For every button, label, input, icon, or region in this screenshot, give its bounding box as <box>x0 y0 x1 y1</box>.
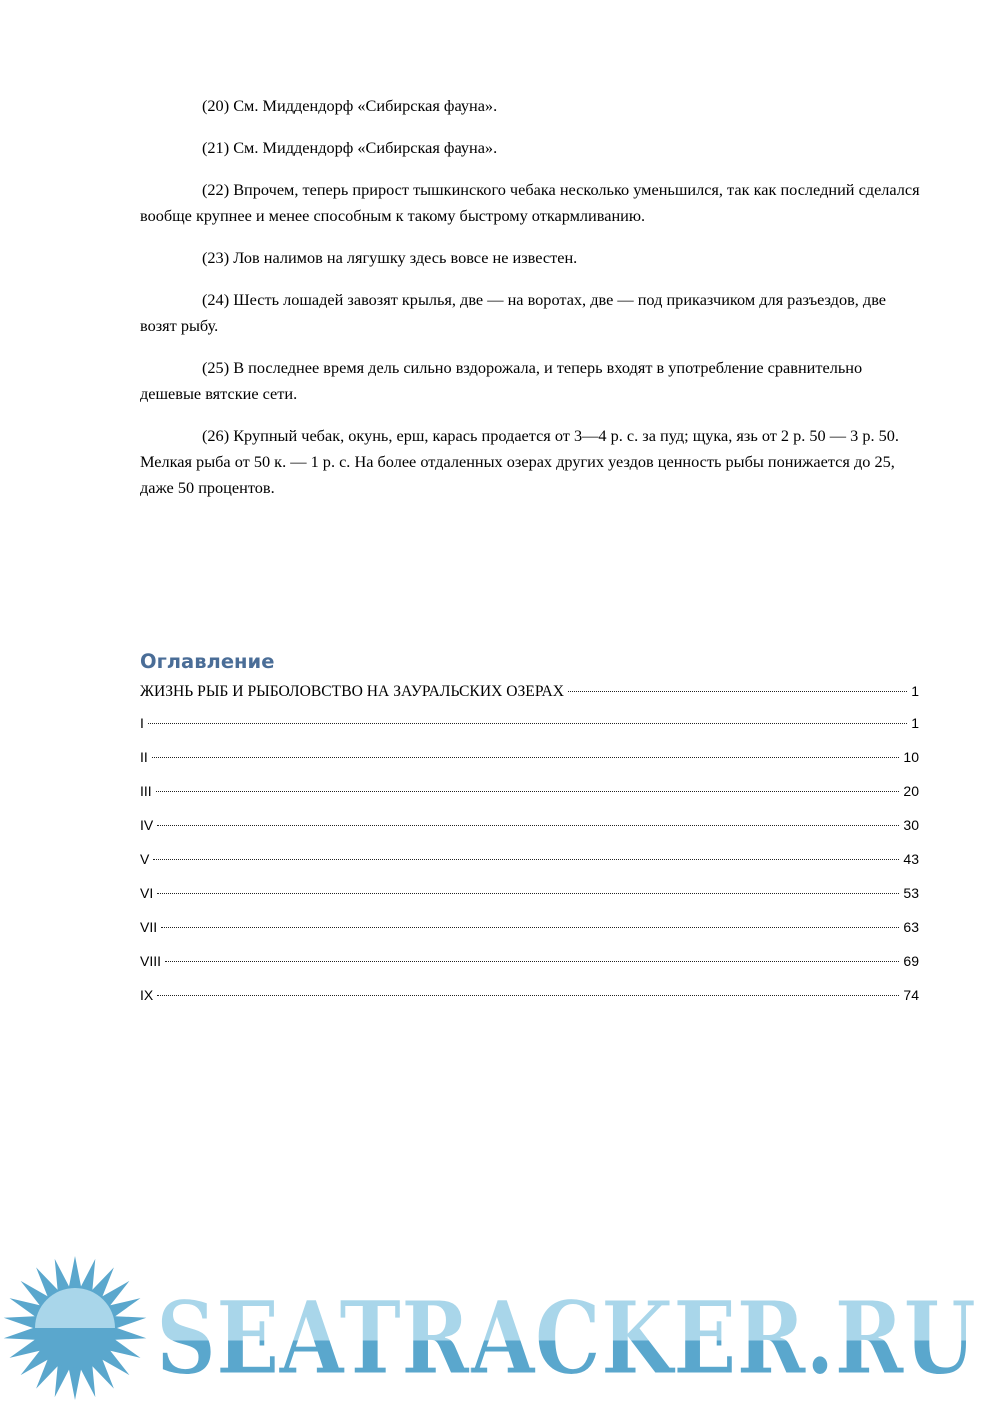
toc-entry-label: IX <box>140 987 154 1003</box>
toc-leader-dots <box>153 859 899 860</box>
toc-entry-label: V <box>140 851 150 867</box>
footnote-22: (22) Впрочем, теперь прирост тышкинского чебака несколько уменьшился, так как последний сделался вообще крупнее и менее способным к такому быстрому откармливанию. <box>140 180 920 225</box>
toc-entry-label: IV <box>140 817 154 833</box>
toc-entry-page: 53 <box>903 885 919 901</box>
footnote-26: (26) Крупный чебак, окунь, ерш, карась продается от 3—4 р. с. за пуд; щука, язь от 2 р. 50 — 3 р. 50. Мелкая рыба от 50 к. — 1 р. с. На более отдаленных озерах других уездов ценность рыбы понижается до 25, даже 50 процентов. <box>140 426 899 497</box>
table-of-contents <box>140 648 919 1014</box>
toc-entry-label: II <box>140 749 148 765</box>
toc-entry-label: III <box>140 783 152 799</box>
watermark-logo <box>0 1255 991 1403</box>
toc-entry-label: VI <box>140 885 154 901</box>
toc-leader-dots <box>165 961 899 962</box>
sun-icon <box>4 1256 147 1400</box>
toc-leader-dots <box>152 757 900 758</box>
toc-leader-dots <box>157 825 899 826</box>
toc-entry[interactable] <box>140 708 919 742</box>
toc-entry[interactable] <box>140 912 919 946</box>
toc-entry-page: 1 <box>911 715 919 731</box>
toc-heading: Оглавление <box>140 650 275 673</box>
toc-entry-label: VIII <box>140 953 162 969</box>
toc-leader-dots <box>157 893 899 894</box>
toc-leader-dots <box>161 927 899 928</box>
toc-leader-dots <box>568 691 907 692</box>
toc-entry[interactable] <box>140 946 919 980</box>
toc-entry-label: ЖИЗНЬ РЫБ И РЫБОЛОВСТВО НА ЗАУРАЛЬСКИХ ОЗЕРАХ <box>140 683 565 700</box>
toc-leader-dots <box>148 723 907 724</box>
toc-entry[interactable] <box>140 844 919 878</box>
toc-entry-page: 43 <box>903 851 919 867</box>
footnotes <box>140 93 920 517</box>
toc-entry[interactable] <box>140 776 919 810</box>
toc-entry-page: 1 <box>911 683 919 699</box>
toc-entry-page: 20 <box>903 783 919 799</box>
footnote-20: (20) См. Миддендорф «Сибирская фауна». <box>202 96 498 115</box>
toc-leader-dots <box>156 791 900 792</box>
toc-entry-page: 69 <box>903 953 919 969</box>
footnote-24: (24) Шесть лошадей завозят крылья, две — на воротах, две — под приказчиком для разъездов, две возят рыбу. <box>140 290 887 335</box>
toc-entry-label: VII <box>140 919 158 935</box>
footnote-21: (21) См. Миддендорф «Сибирская фауна». <box>202 138 498 157</box>
toc-entry[interactable] <box>140 980 919 1014</box>
toc-entry[interactable] <box>140 810 919 844</box>
toc-entry[interactable] <box>140 742 919 776</box>
toc-entry-page: 10 <box>903 749 919 765</box>
toc-entry[interactable] <box>140 676 919 708</box>
toc-entry-page: 63 <box>903 919 919 935</box>
toc-entry-label: I <box>140 715 144 731</box>
toc-entry-page: 30 <box>903 817 919 833</box>
footnote-25: (25) В последнее время дель сильно вздорожала, и теперь входят в употребление сравнительно дешевые вятские сети. <box>140 358 863 403</box>
toc-entry[interactable] <box>140 878 919 912</box>
footnote-23: (23) Лов налимов на лягушку здесь вовсе не известен. <box>202 248 578 267</box>
watermark-text: SEATRACKER.RU <box>156 1279 976 1397</box>
toc-leader-dots <box>157 995 899 996</box>
toc-entry-page: 74 <box>903 987 919 1003</box>
